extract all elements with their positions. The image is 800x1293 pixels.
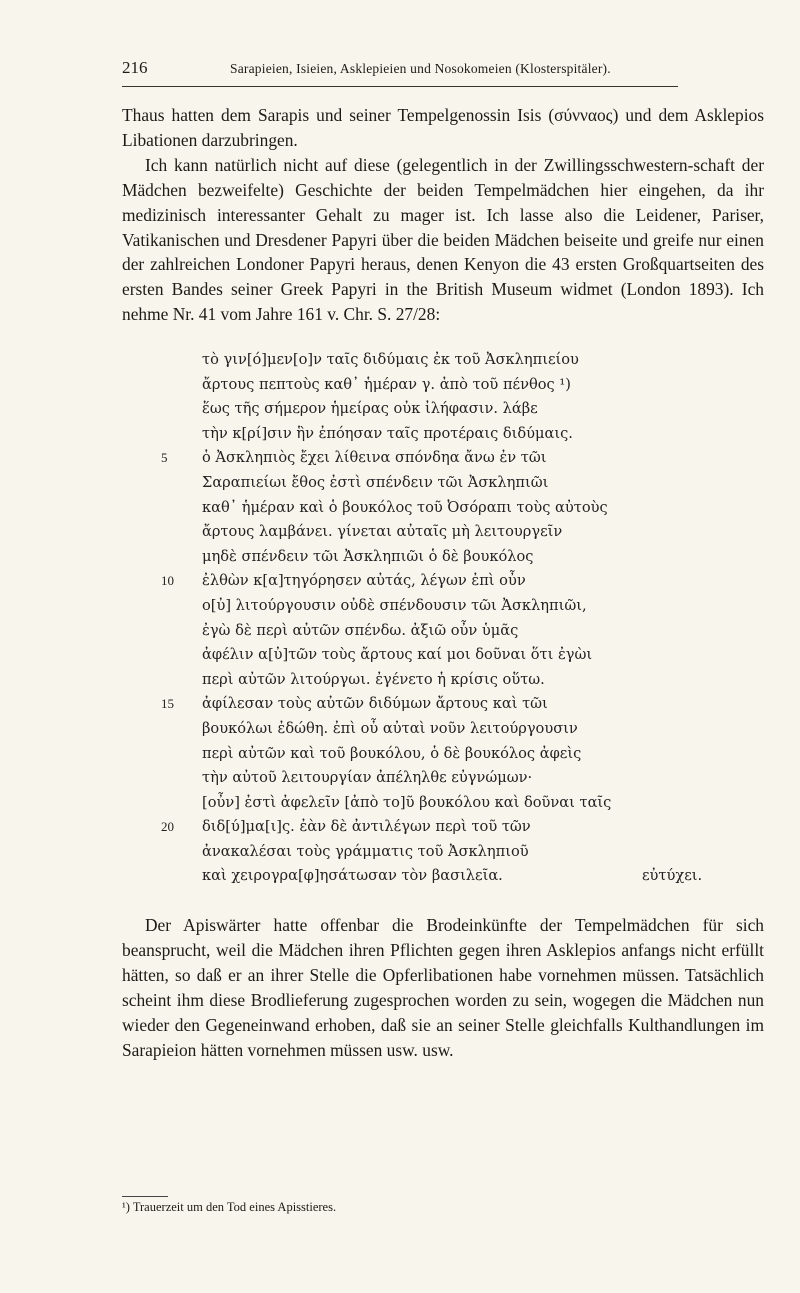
intro-paragraph-1: Thaus hatten dem Sarapis und seiner Tempelgenossin Isis (σύνναος) und dem Asklepios Libationen darzubringen.: [122, 105, 764, 150]
papyrus-line: [122, 692, 782, 717]
line-text: ἀνακαλέσαι τοὺς γράμματις τοῦ Ἀσκληπιοῦ: [202, 842, 529, 860]
papyrus-line: [122, 373, 782, 398]
commentary-paragraph: Der Apiswärter hatte offenbar die Brodeinkünfte der Tempelmädchen für sich beansprucht, weil die Mädchen ihren Pflichten gegen ihren Asklepios anfangs nicht erfüllt hätten, so daß er an ihrer Stelle die Opferlibationen habe vornehmen müssen. Tatsächlich scheint ihm diese Brodlieferung zugesprochen worden zu sein, wogegen die Mädchen nun wieder den Gegeneinwand erhoben, daß sie an seiner Stelle gleichfalls Kulthandlungen im Sarapieion hätten vornehmen müssen usw. usw.: [122, 915, 764, 1060]
papyrus-line: [122, 397, 782, 422]
page-header: [122, 58, 678, 87]
footnote-rule: [122, 1196, 168, 1197]
papyrus-line: [122, 446, 782, 471]
papyrus-line: [122, 569, 782, 594]
papyrus-line: [122, 471, 782, 496]
papyrus-line: [122, 643, 782, 668]
line-text: τὸ γιν[ό]μεν[ο]ν ταῖς διδύμαις ἐκ τοῦ Ἀσκληπιείου: [202, 351, 579, 368]
closing-greeting: εὐτύχει.: [642, 867, 703, 885]
commentary-text: [122, 913, 764, 1062]
line-text: τὴν κ[ρί]σιν ἣν ἐπόησαν ταῖς προτέραις διδύμαις.: [202, 424, 573, 442]
line-text: Σαραπιείωι ἔθος ἐστὶ σπένδειν τῶι Ἀσκληπιῶι: [202, 473, 549, 491]
line-number: 10: [161, 573, 174, 589]
papyrus-line: [122, 791, 782, 816]
papyrus-line: [122, 594, 782, 619]
line-number: 5: [161, 450, 168, 466]
line-text: καὶ χειρογρα[φ]ησάτωσαν τὸν βασιλεῖα.: [202, 867, 503, 885]
line-text: μηδὲ σπένδειν τῶι Ἀσκληπιῶι ὁ δὲ βουκόλος: [202, 547, 534, 565]
line-text: ἐγὼ δὲ περὶ αὐτῶν σπένδω. ἀξιῶ οὖν ὑμᾶς: [202, 621, 519, 639]
line-text: ἄρτους λαμβάνει. γίνεται αὐταῖς μὴ λειτουργεῖν: [202, 523, 563, 541]
footnote-text: Trauerzeit um den Tod eines Apisstieres.: [132, 1200, 337, 1214]
line-text: ο[ὐ] λιτούργουσιν οὐδὲ σπένδουσιν τῶι Ἀσκληπιῶι,: [202, 596, 587, 614]
papyrus-line: [122, 520, 782, 545]
papyrus-line: [122, 348, 782, 373]
page-number: 216: [122, 58, 148, 77]
footnote-marker: ¹): [122, 1200, 130, 1214]
papyrus-line: [122, 766, 782, 791]
papyrus-line: [122, 496, 782, 521]
line-text: περὶ αὐτῶν καὶ τοῦ βουκόλου, ὁ δὲ βουκόλος ἀφεὶς: [202, 744, 582, 762]
papyrus-line: [122, 840, 782, 865]
line-text: περὶ αὐτῶν λιτούργωι. ἐγένετο ἡ κρίσις οὕτω.: [202, 670, 545, 688]
line-text: ἀφίλεσαν τοὺς αὐτῶν διδύμων ἄρτους καὶ τῶι: [202, 695, 548, 713]
line-text: βουκόλωι ἐδώθη. ἐπὶ οὖ αὐταὶ νοῦν λειτούργουσιν: [202, 719, 578, 737]
line-number: 20: [161, 819, 174, 835]
papyrus-line: [122, 619, 782, 644]
line-text: ὁ Ἀσκληπιὸς ἔχει λίθεινα σπόνδηα ἄνω ἐν τῶι: [202, 449, 547, 467]
line-text: ἄρτους πεπτοὺς καθ᾽ ἡμέραν γ. ἀπὸ τοῦ πένθος ¹): [202, 375, 571, 393]
footnote: [122, 1200, 336, 1215]
papyrus-line: [122, 668, 782, 693]
papyrus-line: [122, 422, 782, 447]
papyrus-line: [122, 717, 782, 742]
line-text: τὴν αὐτοῦ λειτουργίαν ἀπέληλθε εὐγνώμων·: [202, 769, 533, 787]
line-text: διδ[ύ]μα[ι]ς. ἐὰν δὲ ἀντιλέγων περὶ τοῦ τῶν: [202, 818, 531, 836]
intro-paragraph-2: Ich kann natürlich nicht auf diese (gelegentlich in der Zwillingsschwestern-schaft der Mädchen bezweifelte) Geschichte der beiden Tempelmädchen hier eingehen, da ihr medizinisch interessanter Gehalt zu mager ist. Ich lasse also die Leidener, Pariser, Vatikanischen und Dresdener Papyri über die beiden Mädchen beiseite und greife nur einen der zahlreichen Londoner Papyri heraus, denen Kenyon die 43 ersten Großquartseiten des ersten Bandes seiner Greek Papyri in the British Museum widmet (London 1893). Ich nehme Nr. 41 vom Jahre 161 v. Chr. S. 27/28:: [122, 154, 764, 325]
papyrus-line: [122, 742, 782, 767]
papyrus-line: [122, 545, 782, 570]
line-text: [οὖν] ἐστὶ ἀφελεῖν [ἀπὸ το]ῦ βουκόλου καὶ δοῦναι ταῖς: [202, 793, 612, 811]
running-title: Sarapieien, Isieien, Asklepieien und Nosokomeien (Klosterspitäler).: [230, 61, 611, 76]
papyrus-line: [122, 815, 782, 840]
papyrus-transcription: [122, 348, 782, 889]
line-text: ἀφέλιν α[ὐ]τῶν τοὺς ἄρτους καί μοι δοῦναι ὅτι ἐγὼι: [202, 646, 593, 664]
line-text: ἐλθὼν κ[α]τηγόρησεν αὐτάς, λέγων ἐπὶ οὖν: [202, 572, 526, 590]
line-text: καθ᾽ ἡμέραν καὶ ὁ βουκόλος τοῦ Ὀσόραπι τοὺς αὐτοὺς: [202, 498, 608, 516]
intro-text: [122, 103, 764, 327]
line-text: ἕως τῆς σήμερον ἡμείρας οὐκ ἰλήφασιν. λάβε: [202, 400, 538, 418]
line-number: 15: [161, 696, 174, 712]
papyrus-line: [122, 864, 782, 889]
